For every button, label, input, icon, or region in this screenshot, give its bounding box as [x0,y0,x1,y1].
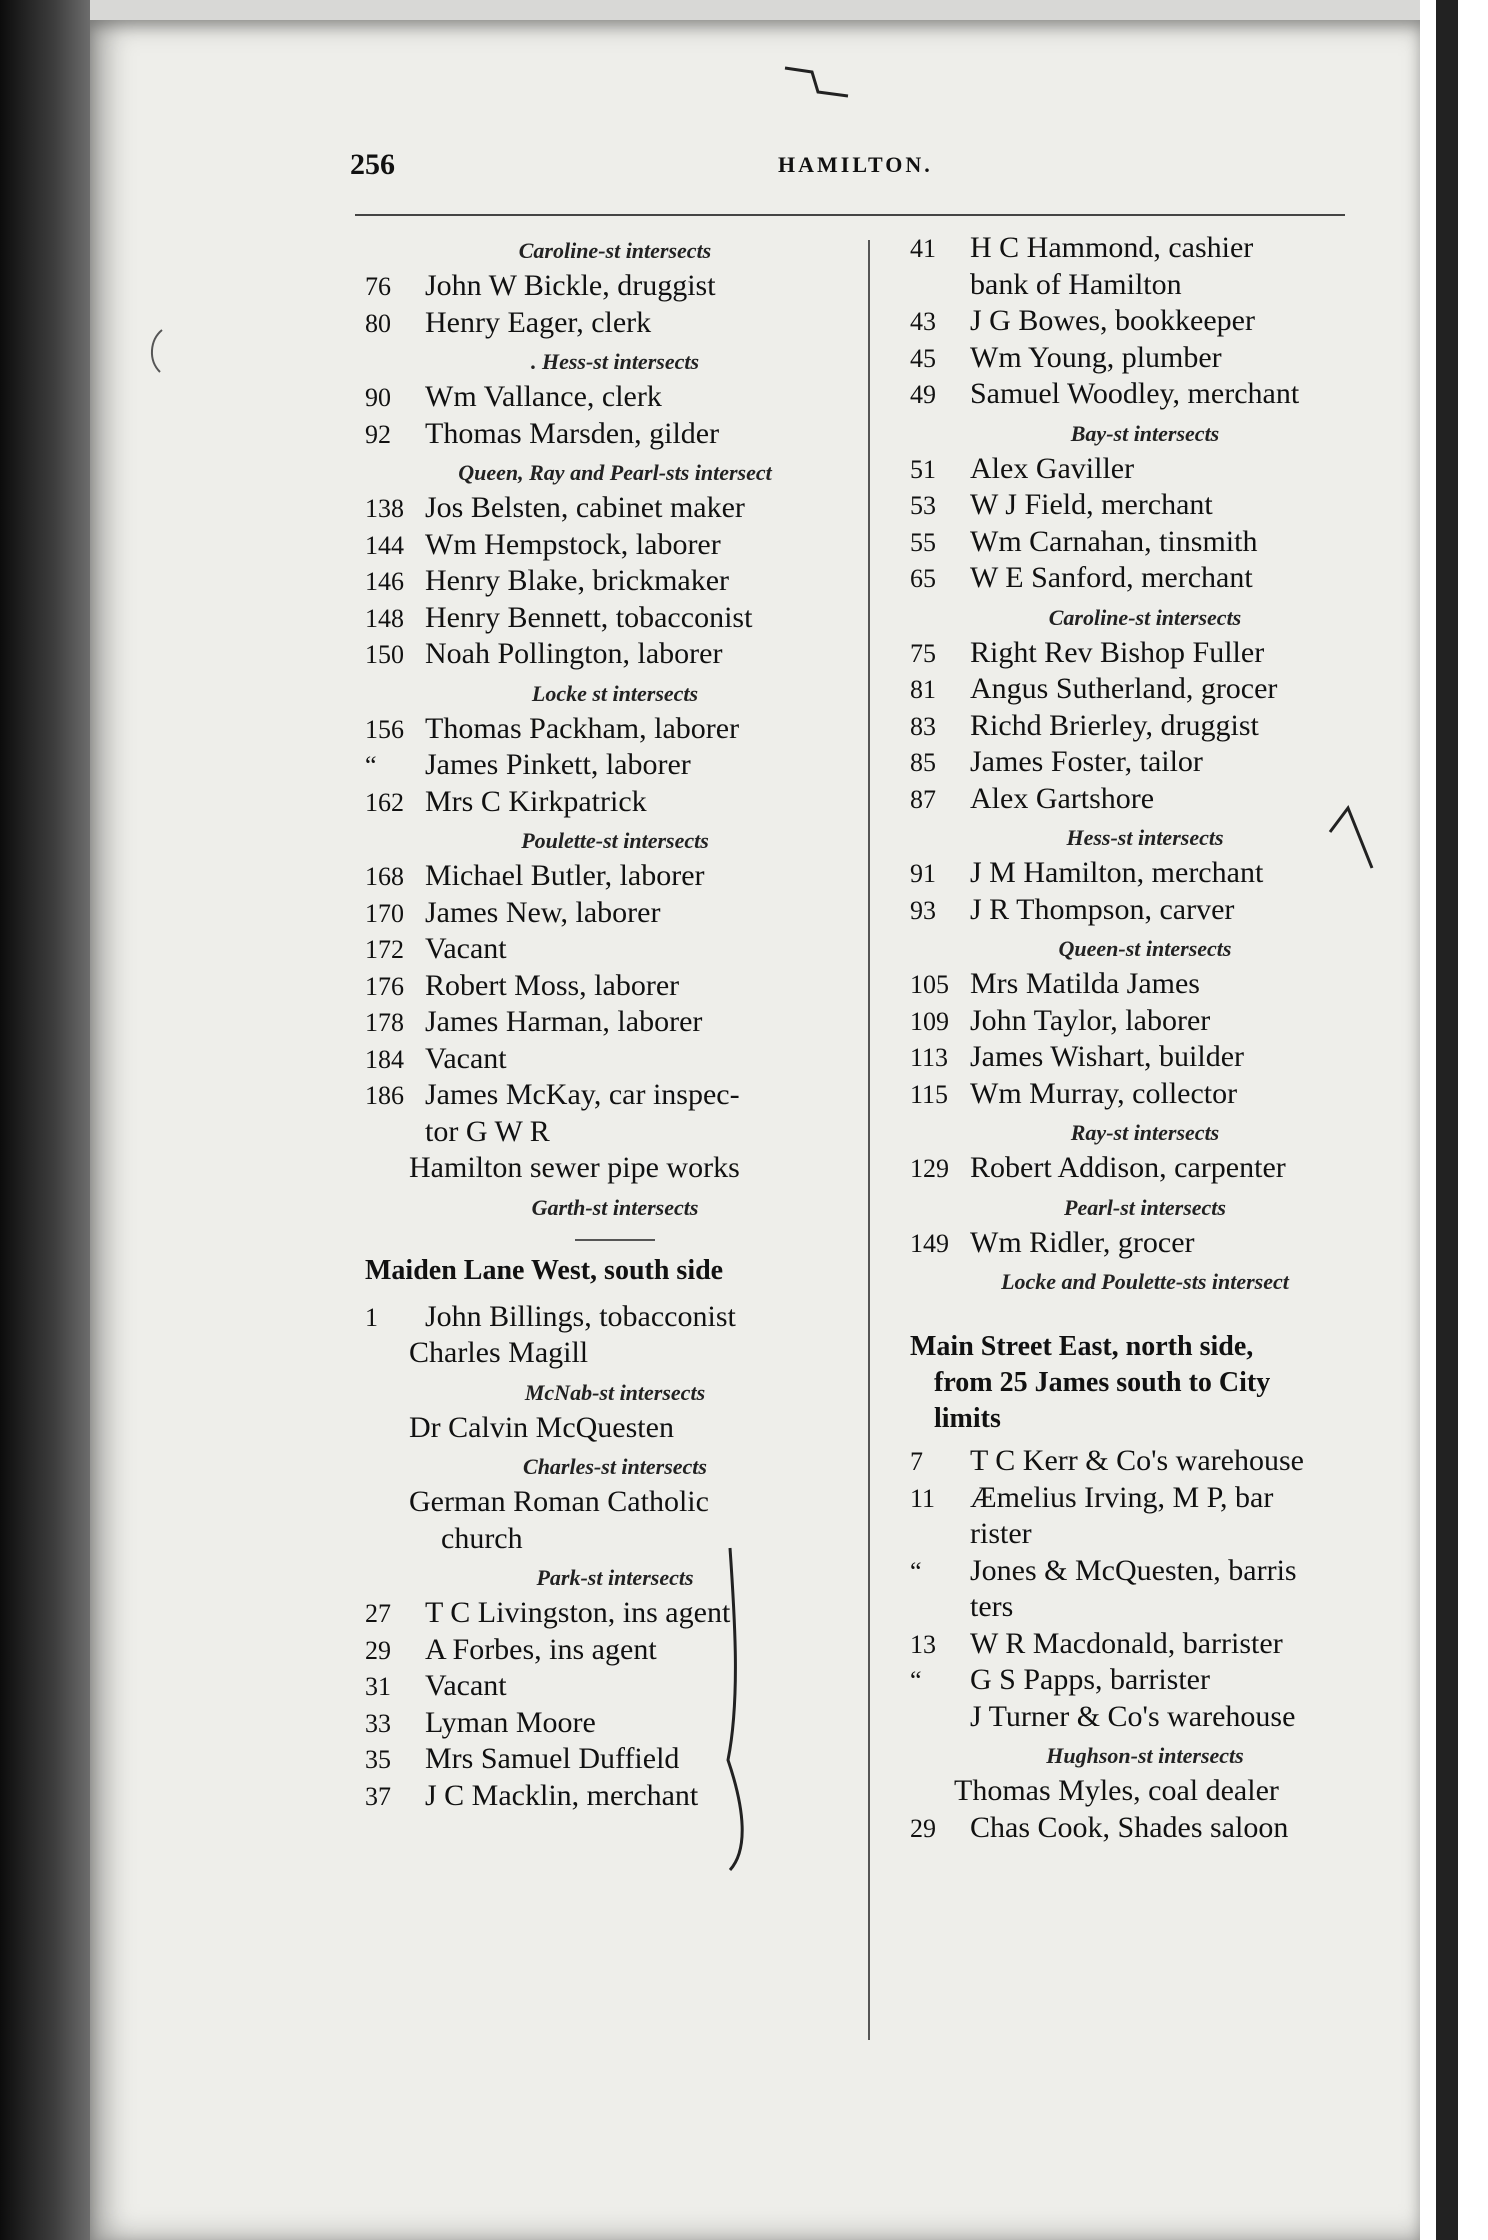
resident-name: Samuel Woodley, merchant [970,377,1300,410]
resident-name: ters [970,1590,1014,1623]
resident-name: W R Macdonald, barrister [970,1626,1283,1660]
house-number: 75 [910,638,936,668]
intersection-note: Bay-st intersects [1070,420,1220,446]
resident-name: Angus Sutherland, grocer [970,672,1278,705]
resident-name: Mrs Matilda James [970,967,1200,1000]
resident-name: James Pinkett, laborer [425,748,691,781]
house-number: 51 [910,454,936,484]
house-number: 1 [365,1302,378,1332]
resident-name: James Harman, laborer [425,1005,703,1038]
house-number: 45 [910,343,936,373]
resident-name: bank of Hamilton [970,267,1182,301]
house-number: 93 [910,895,936,925]
resident-name: Chas Cook, Shades saloon [970,1810,1289,1844]
resident-name: tor G W R [425,1114,550,1148]
street-heading: Maiden Lane West, south side [365,1254,724,1286]
resident-name: Mrs Samuel Duffield [425,1742,680,1775]
house-number: 41 [910,234,936,263]
resident-name: Vacant [425,1669,507,1702]
resident-name: Henry Bennett, tobacconist [425,600,753,634]
resident-name: Dr Calvin McQuesten [409,1410,674,1444]
house-number: 80 [365,308,391,338]
house-number: 144 [365,530,404,560]
resident-name: T C Kerr & Co's warehouse [970,1444,1304,1477]
house-number: 31 [365,1672,391,1701]
resident-name: Mrs C Kirkpatrick [425,784,647,818]
house-number: 172 [365,935,404,964]
house-number: 90 [365,383,391,412]
house-number: 109 [910,1006,949,1036]
house-number: 170 [365,898,404,928]
intersection-note: Locke st intersects [531,680,699,706]
resident-name: Jos Belsten, cabinet maker [425,491,745,524]
resident-name: H C Hammond, cashier [970,231,1254,264]
resident-name: James Foster, tailor [970,745,1203,778]
resident-name: Wm Carnahan, tinsmith [970,524,1258,558]
resident-name: rister [970,1517,1032,1550]
resident-name: John W Bickle, druggist [425,269,716,302]
resident-name: John Taylor, laborer [970,1003,1211,1037]
resident-name: James Wishart, builder [970,1040,1245,1073]
resident-name: Vacant [425,1041,507,1075]
resident-name: Lyman Moore [425,1705,596,1739]
house-number: 53 [910,491,936,520]
house-number: “ [910,1556,922,1586]
resident-name: Æmelius Irving, M P, bar [970,1480,1274,1514]
house-number: 49 [910,380,936,409]
house-number: 146 [365,567,404,596]
resident-name: Wm Ridler, grocer [970,1225,1195,1259]
house-number: 138 [365,494,404,523]
resident-name: W J Field, merchant [970,488,1213,521]
resident-name: Thomas Marsden, gilder [425,416,720,450]
intersection-note: . Hess-st intersects [530,349,700,374]
resident-name: G S Papps, barrister [970,1663,1210,1696]
house-number: 81 [910,675,936,704]
resident-name: James New, laborer [425,895,661,929]
resident-name: Henry Blake, brickmaker [425,564,730,597]
house-number: 129 [910,1154,949,1183]
street-heading-line: Main Street East, north side, [910,1331,1254,1362]
resident-name: Jones & McQuesten, barris [970,1553,1297,1587]
house-number: 27 [365,1599,391,1628]
resident-name: Richd Brierley, druggist [970,708,1259,742]
resident-name: Vacant [425,932,507,965]
resident-name: John Billings, tobacconist [425,1299,736,1333]
resident-name: Hamilton sewer pipe works [409,1151,740,1184]
house-number: 92 [365,419,391,449]
intersection-note: Locke and Poulette-sts intersect [1001,1269,1289,1294]
resident-name: Robert Addison, carpenter [970,1151,1286,1184]
intersection-note: Garth-st intersects [531,1194,699,1220]
house-number: 168 [365,862,404,891]
intersection-note: Ray-st intersects [1070,1120,1220,1145]
house-number: 178 [365,1008,404,1037]
house-number: 149 [910,1228,949,1258]
house-number: 29 [910,1813,936,1843]
house-number: “ [365,751,377,780]
house-number: 105 [910,970,949,999]
house-number: 13 [910,1629,936,1659]
intersection-note: Pearl-st intersects [1064,1194,1226,1220]
intersection-note: Hughson-st intersects [1046,1743,1244,1768]
intersection-note: Queen, Ray and Pearl-sts intersect [458,460,772,485]
house-number: 65 [910,564,936,593]
house-number: 113 [910,1043,949,1072]
resident-name: German Roman Catholic [409,1485,709,1518]
resident-name: Robert Moss, laborer [425,968,680,1002]
house-number: 35 [365,1745,391,1774]
intersection-note: Park-st intersects [536,1565,694,1590]
house-number: 29 [365,1635,391,1665]
resident-name: Alex Gartshore [970,781,1155,815]
resident-name: James McKay, car inspec- [425,1078,740,1111]
intersection-note: Queen-st intersects [1058,936,1232,961]
house-number: 184 [365,1044,404,1074]
intersection-note: Caroline-st intersects [518,238,712,263]
intersection-note: Caroline-st intersects [1048,604,1242,630]
street-heading-line: limits [934,1403,1001,1434]
house-number: 87 [910,784,936,814]
resident-name: W E Sanford, merchant [970,561,1253,594]
house-number: 186 [365,1081,404,1110]
intersection-note: Charles-st intersects [523,1454,707,1479]
resident-name: Noah Pollington, laborer [425,637,723,670]
resident-name: Charles Magill [409,1336,589,1369]
resident-name: J G Bowes, bookkeeper [970,304,1255,337]
resident-name: Right Rev Bishop Fuller [970,635,1265,669]
page-number: 256 [350,148,395,181]
house-number: 162 [365,787,404,817]
house-number: 7 [910,1447,923,1476]
resident-name: church [441,1521,523,1555]
resident-name: J M Hamilton, merchant [970,856,1264,889]
resident-name: Wm Hempstock, laborer [425,527,721,561]
house-number: 37 [365,1781,391,1811]
resident-name: Thomas Packham, laborer [425,711,740,745]
intersection-note: Hess-st intersects [1066,825,1224,850]
resident-name: J Turner & Co's warehouse [970,1699,1296,1733]
resident-name: Henry Eager, clerk [425,305,652,339]
house-number: 150 [365,640,404,669]
resident-name: Thomas Myles, coal dealer [954,1774,1279,1807]
resident-name: Wm Young, plumber [970,340,1222,374]
intersection-note: McNab-st intersects [524,1379,706,1405]
resident-name: T C Livingston, ins agent [425,1596,731,1629]
resident-name: Wm Vallance, clerk [425,380,662,413]
house-number: 156 [365,714,404,744]
house-number: 76 [365,272,391,301]
house-number: 33 [365,1708,391,1738]
house-number: 83 [910,711,936,741]
house-number: 55 [910,527,936,557]
house-number: “ [910,1666,922,1695]
house-number: 148 [365,603,404,633]
house-number: 91 [910,859,936,888]
house-number: 43 [910,307,936,336]
resident-name: Alex Gaviller [970,451,1135,485]
resident-name: J R Thompson, carver [970,892,1235,926]
resident-name: A Forbes, ins agent [425,1632,657,1666]
resident-name: J C Macklin, merchant [425,1778,699,1812]
running-head: HAMILTON. [778,152,933,177]
resident-name: Michael Butler, laborer [425,859,705,892]
resident-name: Wm Murray, collector [970,1076,1238,1110]
house-number: 115 [910,1079,949,1109]
street-heading-line: from 25 James south to City [934,1367,1271,1398]
house-number: 176 [365,971,404,1001]
house-number: 85 [910,748,936,777]
intersection-note: Poulette-st intersects [521,828,709,853]
house-number: 11 [910,1483,936,1513]
